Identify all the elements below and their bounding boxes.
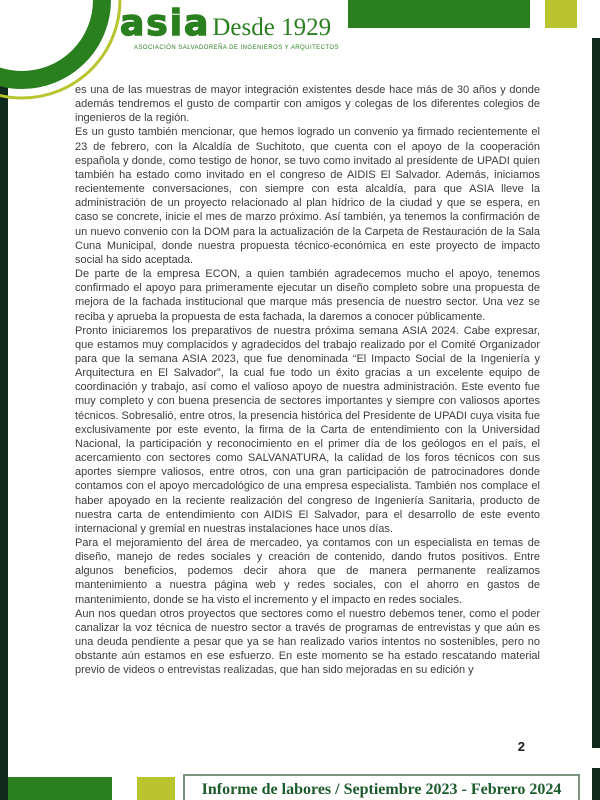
- right-edge-bar-bottom: [592, 768, 600, 800]
- body-paragraph: es una de las muestras de mayor integración existentes desde hace más de 30 años y donde además tendremos el gusto de compartir con amigos y colegas de los diferentes colegios de ingenieros de la región.: [75, 84, 540, 125]
- left-edge-bar: [0, 0, 8, 800]
- header-yellow-block: [545, 0, 577, 28]
- header-green-block: [348, 0, 530, 28]
- logo-wordmark: asia: [120, 3, 211, 44]
- body-paragraph: Pronto iniciaremos los preparativos de nuestra próxima semana ASIA 2024. Cabe expresar, que estamos muy complacidos y agradecidos del trabajo realizado por el Comité Organizador para que la semana ASIA 2023, que fue denominada “El Impacto Social de la Ingeniería y Arquitectura en El Salvador”, la cual fue todo un éxito gracias a un excelente equipo de coordinación y trabajo, así como el valioso apoyo de nuestra administración. Este evento fue muy completo y con buena presencia de sectores importantes y siempre con valiosos aportes técnicos. Sobresalió, entre otros, la presencia histórica del Presidente de UPADI cuya visita fue exclusivamente por este evento, la firma de la Carta de entendimiento con la Universidad Nacional, la participación y reconocimiento en el primer día de los geólogos en el país, el acercamiento con sectores como SALVANATURA, la calidad de los foros técnicos con sus aportes siempre valiosos, entre otros, con una gran participación de patrocinadores donde contamos con el apoyo mercadológico de una empresa especialista. También nos complace el haber apoyado en la reciente realización del congreso de Ingeniería Sanitaria, producto de nuestra carta de entendimiento con AIDIS El Salvador, para el desarrollo de este evento internacional y gremial en nuestras instalaciones hace unos días.: [75, 324, 540, 535]
- page-number: 2: [517, 739, 525, 754]
- body-paragraph: Aun nos quedan otros proyectos que sectores como el nuestro debemos tener, como el poder canalizar la voz técnica de nuestro sector a través de programas de entrevistas y que aún es una deuda pendiente a pesar que ya se han realizado varios intentos no sostenibles, pero no obstante aún estamos en ese esfuerzo. En este momento se ha estado rescatando material previo de videos o entrevistas realizadas, que han sido mejoradas en su edición y: [75, 607, 540, 677]
- body-paragraph: De parte de la empresa ECON, a quien también agradecemos mucho el apoyo, tenemos confirmado el apoyo para primeramente ejecutar un diseño completo sobre una propuesta de mejora de la fachada institucional que marque más presencia de nuestro sector. Una vez se reciba y aprueba la propuesta de esta fachada, la daremos a conocer públicamente.: [75, 268, 540, 323]
- report-body-text: [75, 83, 540, 678]
- report-title: Informe de labores / Septiembre 2023 - Febrero 2024: [201, 781, 562, 798]
- asia-logo: [120, 4, 339, 51]
- right-edge-bar: [592, 38, 600, 748]
- footer-yellow-block: [137, 777, 175, 800]
- footer-banner: [183, 774, 580, 800]
- logo-since-text: Desde 1929: [212, 14, 332, 41]
- body-paragraph: Es un gusto también mencionar, que hemos logrado un convenio ya firmado recientemente el 23 de febrero, con la Alcaldía de Suchitoto, que cuenta con el apoyo de la cooperación española y donde, como testigo de honor, se tuvo como invitado al presidente de UPADI quien también ha estado como invitado en el congreso de AIDIS El Salvador. Además, iniciamos recientemente conversaciones, con siempre con esta alcaldía, para que ASIA lleve la administración de un proyecto relacionado al plan hídrico de la ciudad y que se espera, en caso se concrete, inicie el mes de marzo próximo. Así también, ya tenemos la confirmación de un nuevo convenio con la DOM para la actualización de la Carpeta de Restauración de la Sala Cuna Municipal, donde nuestra propuesta técnico-económica en este proyecto de impacto social ha sido aceptada.: [75, 126, 540, 266]
- footer-green-block: [8, 777, 112, 800]
- logo-tagline: ASOCIACIÓN SALVADOREÑA DE INGENIEROS Y ARQUITECTOS: [134, 45, 339, 51]
- body-paragraph: Para el mejoramiento del área de mercadeo, ya contamos con un especialista en temas de diseño, manejo de redes sociales y creación de contenido, dando frutos positivos. Entre algunos beneficios, podemos decir ahora que de manera permanente realizamos mantenimiento a nuestra página web y redes sociales, con el ahorro en gastos de mantenimiento, donde se ha visto el incremento y el impacto en redes sociales.: [75, 537, 540, 606]
